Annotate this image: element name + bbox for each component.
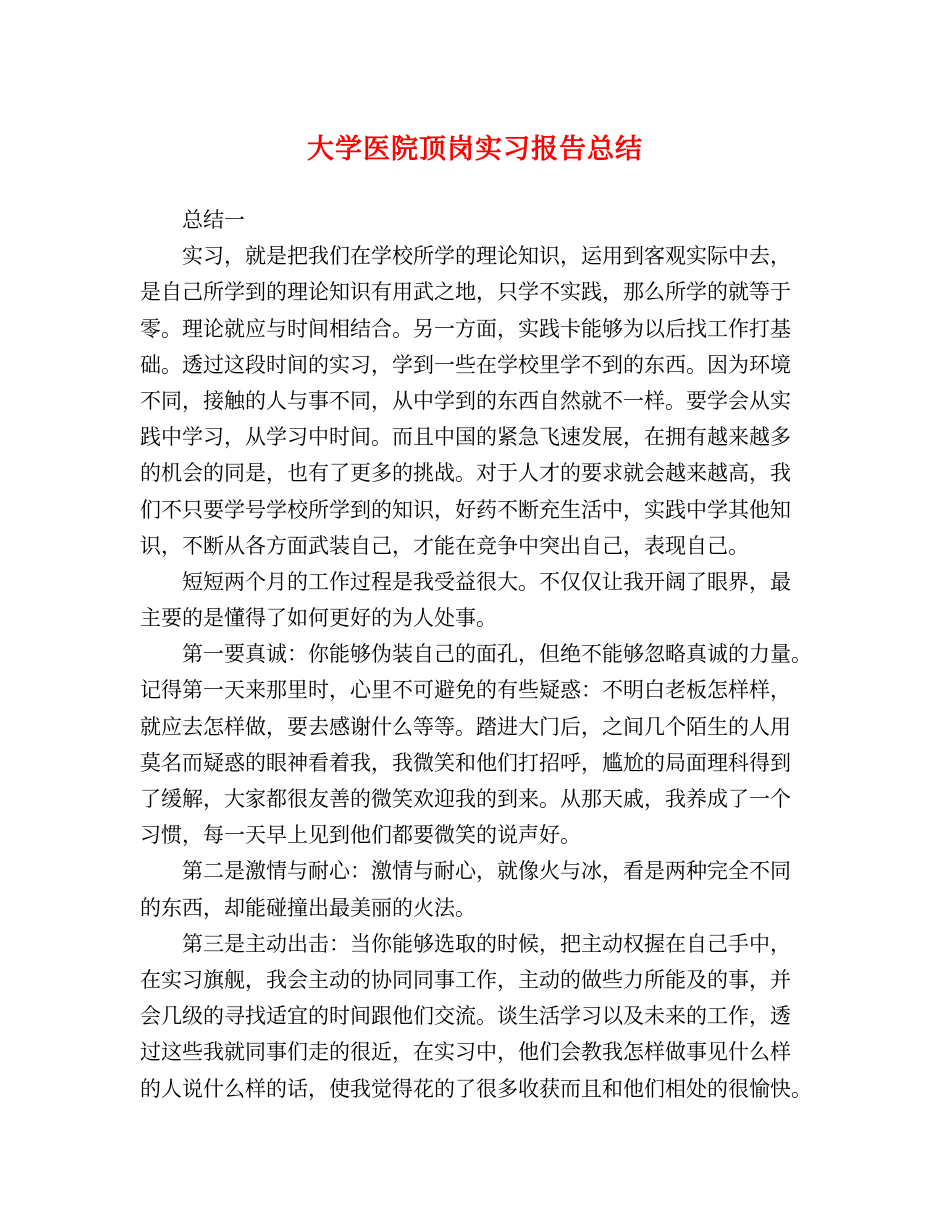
document-body	[140, 202, 830, 1107]
text-line: 主要的是懂得了如何更好的为人处事。	[140, 606, 497, 631]
text-line: 总结一	[182, 208, 245, 232]
text-line: 了缓解，大家都很友善的微笑欢迎我的到来。从那天戚，我养成了一个	[140, 787, 791, 811]
text-line: 是自己所学到的理论知识有用武之地，只学不实践，那么所学的就等于	[140, 280, 791, 305]
text-line: 零。理论就应与时间相结合。另一方面，实践卡能够为以后找工作打基	[140, 316, 791, 341]
text-line: 践中学习，从学习中时间。而且中国的紧急飞速发展，在拥有越来越多	[140, 425, 791, 450]
text-line: 在实习旗舰，我会主动的协同同事工作，主动的做些力所能及的事，并	[140, 967, 791, 992]
text-line: 识，不断从各方面武装自己，才能在竞争中突出自己，表现自己。	[140, 533, 749, 558]
text-line: 第三是主动出击：当你能够选取的时候，把主动权握在自己手中，	[182, 931, 791, 956]
text-line: 习惯，每一天早上见到他们都要微笑的说声好。	[140, 823, 581, 848]
document-title: 大学医院顶岗实习报告总结	[307, 134, 643, 165]
text-line: 过这些我就同事们走的很近，在实习中，他们会教我怎样做事见什么样	[140, 1040, 791, 1065]
text-line: 短短两个月的工作过程是我受益很大。不仅仅让我开阔了眼界，最	[182, 569, 791, 594]
text-line: 的机会的同是，也有了更多的挑战。对于人才的要求就会越来越高，我	[140, 461, 791, 486]
text-line: 莫名而疑惑的眼神看着我，我微笑和他们打招呼，尴尬的局面理科得到	[140, 750, 791, 775]
text-line: 记得第一天来那里时，心里不可避免的有些疑惑：不明白老板怎样样，	[140, 678, 791, 703]
text-line: 实习，就是把我们在学校所学的理论知识，运用到客观实际中去，	[182, 244, 791, 269]
text-line: 的东西，却能碰撞出最美丽的火法。	[140, 895, 476, 920]
text-line: 就应去怎样做，要去感谢什么等等。踏进大门后，之间几个陌生的人用	[140, 714, 791, 739]
text-line: 会几级的寻找适宜的时间跟他们交流。谈生活学习以及未来的工作，透	[140, 1004, 791, 1029]
text-line: 不同，接触的人与事不同，从中学到的东西自然就不一样。要学会从实	[140, 388, 791, 413]
text-line: 第一要真诚：你能够伪装自己的面孔，但绝不能够忽略真诚的力量。	[182, 642, 812, 667]
text-line: 础。透过这段时间的实习，学到一些在学校里学不到的东西。因为环境	[140, 352, 791, 377]
text-line: 们不只要学号学校所学到的知识，好药不断充生活中，实践中学其他知	[140, 497, 791, 522]
text-line: 的人说什么样的话，使我觉得花的了很多收获而且和他们相处的很愉快。	[140, 1076, 812, 1101]
text-line: 第二是激情与耐心：激情与耐心，就像火与冰，看是两种完全不同	[182, 859, 791, 884]
